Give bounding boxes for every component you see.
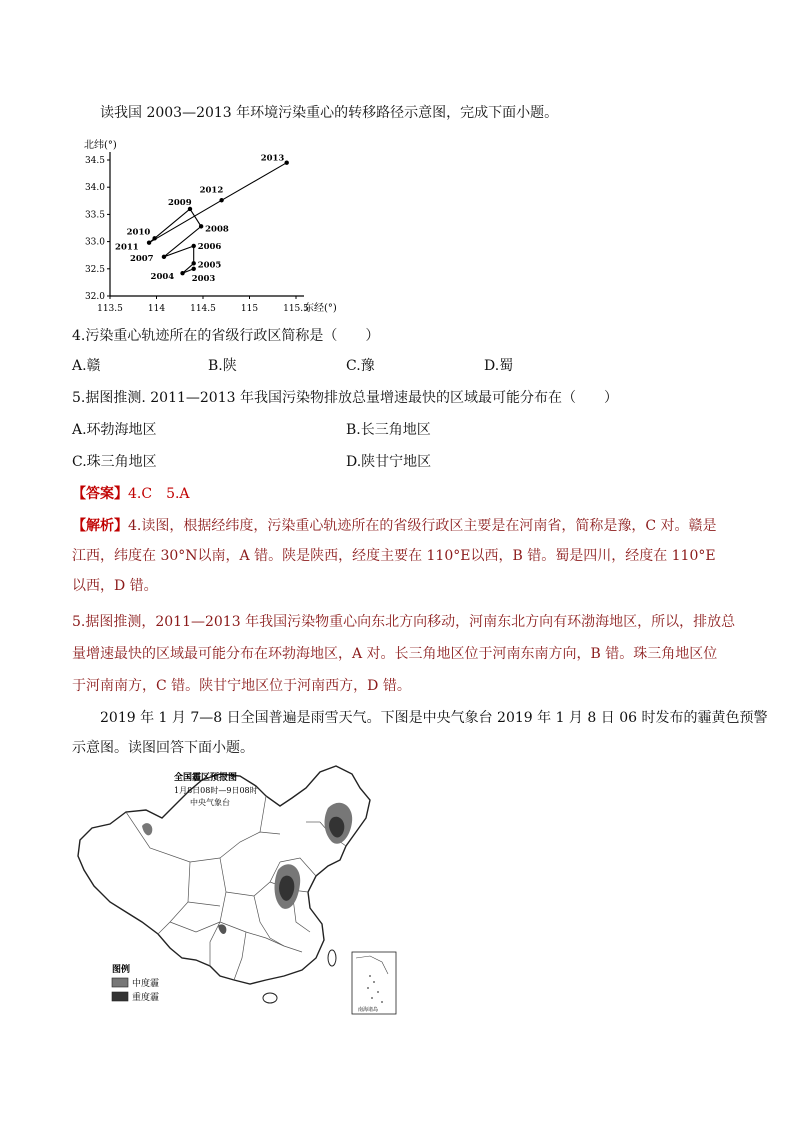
- data-point: [199, 224, 203, 228]
- answer-line: [72, 484, 190, 504]
- q4-option-a: A.赣: [72, 358, 101, 374]
- y-tick-label: 32.0: [84, 292, 105, 302]
- data-point: [180, 271, 184, 275]
- point-label: 2009: [167, 197, 192, 208]
- q5-option-c: C.珠三角地区: [72, 454, 157, 470]
- point-label: 2011: [115, 242, 139, 253]
- map-title: 全国霾区预报图: [174, 773, 238, 783]
- data-point: [162, 255, 166, 259]
- y-tick-label: 34.0: [84, 183, 105, 194]
- taiwan-island: [328, 950, 336, 966]
- analysis-text-1: 4.读图，根据经纬度，污染重心轨迹所在的省级行政区主要是在河南省，简称是豫，C 对。赣是: [128, 518, 717, 534]
- point-label: 2010: [126, 227, 151, 238]
- question-intro-1: 读我国 2003—2013 年环境污染重心的转移路径示意图，完成下面小题。: [100, 105, 559, 121]
- q5-stem: 5.据图推测. 2011—2013 年我国污染物排放总量增速最快的区域最可能分布在（ ）: [72, 390, 618, 406]
- point-label: 2007: [129, 253, 154, 264]
- data-point: [147, 240, 151, 244]
- answer-tag: 【答案】: [72, 486, 128, 502]
- point-label: 2003: [191, 273, 216, 284]
- legend-swatch-moderate: [112, 978, 128, 987]
- trajectory-line: [149, 163, 287, 274]
- south-china-sea-inset: [352, 952, 396, 1014]
- question-intro-2-line-1: 2019 年 1 月 7—8 日全国普遍是雨雪天气。下图是中央气象台 2019 年 1 月 8 日 06 时发布的霾黄色预警: [100, 710, 768, 726]
- data-point: [192, 244, 196, 248]
- q4-option-d: D.蜀: [484, 358, 514, 374]
- y-tick-label: 33.0: [84, 237, 105, 248]
- analysis-line-5: 量增速最快的区域最可能分布在环勃海地区，A 对。长三角地区位于河南东南方向，B 错。珠三角地区位: [72, 646, 718, 662]
- q4-stem: 4.污染重心轨迹所在的省级行政区简称是（ ）: [72, 328, 380, 344]
- legend-title: 图例: [112, 965, 131, 975]
- data-point: [285, 161, 289, 165]
- q5-option-d: D.陕甘宁地区: [346, 454, 432, 470]
- analysis-line-2: 江西，纬度在 30°N以南，A 错。陕是陕西，经度主要在 110°E以西，B 错。蜀是四川，经度在 110°E: [72, 548, 716, 564]
- data-point: [192, 261, 196, 265]
- answer-text: 4.C 5.A: [128, 486, 190, 502]
- hainan-island: [263, 993, 277, 1003]
- y-tick-label: 33.5: [84, 210, 105, 221]
- data-point: [219, 198, 223, 202]
- x-tick-label: 115.5: [283, 304, 309, 314]
- map-subtitle: 1月8日08时—9日08时: [174, 786, 258, 795]
- pollution-center-chart: [72, 130, 352, 320]
- legend-label-severe: 重度霾: [132, 993, 160, 1003]
- x-tick-label: 115: [240, 304, 259, 314]
- q4-option-b: B.陕: [208, 358, 237, 374]
- x-tick-label: 114.5: [190, 304, 216, 314]
- q4-option-c: C.豫: [346, 358, 375, 374]
- analysis-line-1: [72, 516, 717, 536]
- point-label: 2004: [150, 272, 175, 283]
- y-tick-label: 32.5: [84, 264, 105, 275]
- data-point: [192, 267, 196, 271]
- y-axis-title: 北纬(°): [84, 140, 117, 151]
- question-intro-2-line-2: 示意图。读图回答下面小题。: [72, 740, 254, 756]
- x-axis-title: 东经(°): [304, 303, 337, 314]
- q5-option-a: A.环勃海地区: [72, 422, 157, 438]
- map-source: 中央气象台: [190, 798, 230, 807]
- point-label: 2006: [197, 241, 222, 252]
- point-label: 2005: [197, 260, 222, 271]
- point-label: 2012: [199, 185, 224, 196]
- x-tick-label: 114: [147, 304, 166, 314]
- point-label: 2013: [260, 153, 285, 164]
- point-label: 2008: [205, 224, 229, 235]
- data-point: [152, 236, 156, 240]
- legend-swatch-severe: [112, 992, 128, 1001]
- analysis-tag: 【解析】: [72, 518, 128, 534]
- inset-label: 南海诸岛: [358, 1007, 379, 1013]
- analysis-line-4: 5.据图推测，2011—2013 年我国污染物重心向东北方向移动，河南东北方向有环渤海地区，所以，排放总: [72, 614, 736, 630]
- x-tick-label: 113.5: [97, 304, 123, 314]
- y-tick-label: 34.5: [84, 156, 105, 166]
- haze-forecast-map: [70, 762, 410, 1020]
- legend-label-moderate: 中度霾: [132, 979, 160, 989]
- q5-option-b: B.长三角地区: [346, 422, 431, 438]
- analysis-line-3: 以西，D 错。: [72, 578, 158, 594]
- analysis-line-6: 于河南南方，C 错。陕甘宁地区位于河南西方，D 错。: [72, 678, 411, 694]
